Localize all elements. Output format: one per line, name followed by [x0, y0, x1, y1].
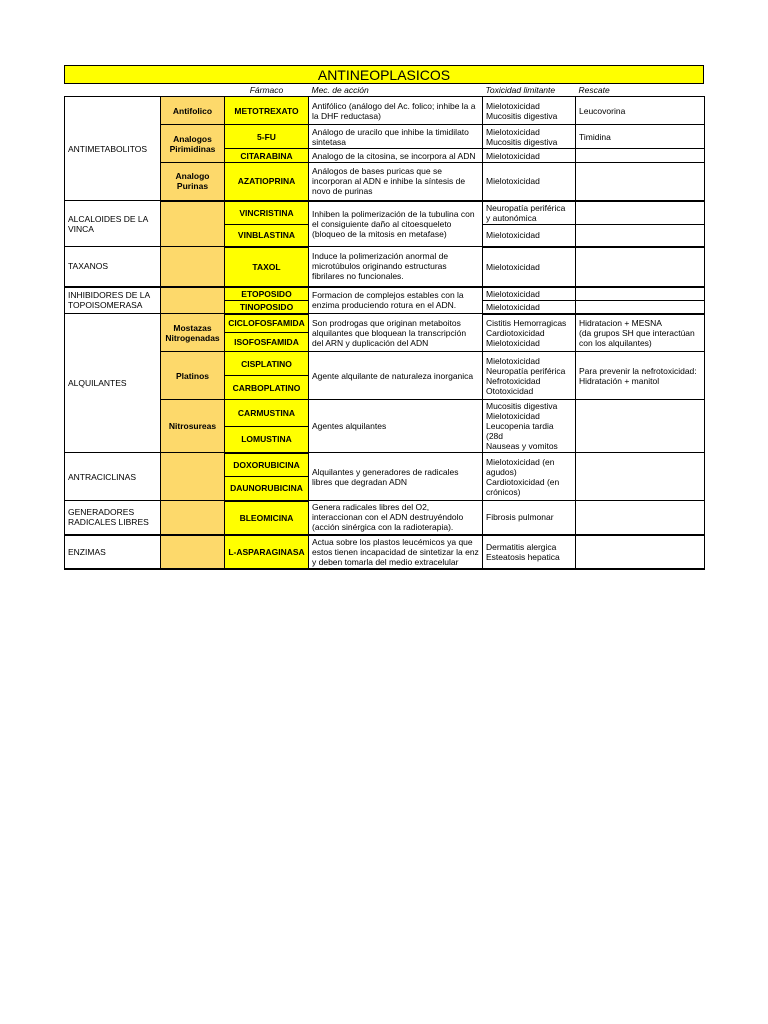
- mechanism-cell: Agentes alquilantes: [309, 400, 483, 453]
- drug-cell: TINOPOSIDO: [225, 300, 309, 314]
- mechanism-cell: Antifólico (análogo del Ac. folico; inhibe la a la DHF reductasa): [309, 97, 483, 125]
- toxicity-cell: Mielotoxicidad: [483, 149, 576, 163]
- header-mechanism: Mec. de acción: [311, 85, 369, 95]
- table-row: [65, 314, 705, 333]
- subclass-cell: Analogos Pirimidinas: [161, 125, 225, 163]
- subclass-cell: [161, 535, 225, 569]
- mechanism-cell: Análogos de bases puricas que se incorporan al ADN e inhibe la síntesis de novo de purinas: [309, 163, 483, 201]
- mechanism-cell: Genera radicales libres del O2, interaccionan con el ADN destruyéndolo (acción sinérgica con la radioterapia).: [309, 501, 483, 535]
- drug-cell: VINCRISTINA: [225, 201, 309, 225]
- rescue-cell: [576, 149, 705, 163]
- table-row: [65, 400, 705, 427]
- table-row: [65, 453, 705, 477]
- drug-cell: METOTREXATO: [225, 97, 309, 125]
- spreadsheet: [64, 65, 704, 570]
- mechanism-cell: Formacion de complejos estables con la enzima produciendo rotura en el ADN.: [309, 287, 483, 314]
- mechanism-cell: Alquilantes y generadores de radicales libres que degradan ADN: [309, 453, 483, 501]
- drug-cell: AZATIOPRINA: [225, 163, 309, 201]
- mechanism-cell: Agente alquilante de naturaleza inorganica: [309, 352, 483, 400]
- drug-cell: CARMUSTINA: [225, 400, 309, 427]
- toxicity-cell: Fibrosis pulmonar: [483, 501, 576, 535]
- drug-cell: TAXOL: [225, 247, 309, 287]
- toxicity-cell: Mielotoxicidad Mucositis digestiva: [483, 97, 576, 125]
- subclass-cell: [161, 287, 225, 314]
- category-cell: ALCALOIDES DE LA VINCA: [65, 201, 161, 247]
- toxicity-cell: Mucositis digestiva Mielotoxicidad Leucopenia tardia (28d Nauseas y vomitos: [483, 400, 576, 453]
- rescue-cell: [576, 225, 705, 247]
- drug-cell: VINBLASTINA: [225, 225, 309, 247]
- subclass-cell: [161, 201, 225, 247]
- rescue-cell: [576, 400, 705, 453]
- header-blank: [161, 84, 225, 97]
- rescue-cell: [576, 453, 705, 501]
- rescue-cell: Hidratacion + MESNA (da grupos SH que interactúan con los alquilantes): [576, 314, 705, 352]
- subclass-cell: [161, 453, 225, 501]
- table-row: [65, 201, 705, 225]
- toxicity-cell: Mielotoxicidad: [483, 247, 576, 287]
- subclass-cell: [161, 501, 225, 535]
- drug-cell: BLEOMICINA: [225, 501, 309, 535]
- drug-cell: 5-FU: [225, 125, 309, 149]
- rescue-cell: Timidina: [576, 125, 705, 149]
- drug-table: [64, 84, 705, 570]
- table-row: [65, 501, 705, 535]
- mechanism-cell: Análogo de uracilo que inhibe la timidilato sintetasa: [309, 125, 483, 149]
- table-row: [65, 97, 705, 125]
- drug-cell: DOXORUBICINA: [225, 453, 309, 477]
- toxicity-cell: Mielotoxicidad Neuropatía periférica Nefrotoxicidad Ototoxicidad: [483, 352, 576, 400]
- header-blank: [65, 84, 161, 97]
- mechanism-cell: Induce la polimerización anormal de microtúbulos originando estructuras fibrilares no funcionales.: [309, 247, 483, 287]
- drug-cell: ETOPOSIDO: [225, 287, 309, 301]
- subclass-cell: Nitrosureas: [161, 400, 225, 453]
- category-cell: ALQUILANTES: [65, 314, 161, 453]
- rescue-cell: [576, 201, 705, 225]
- mechanism-cell: Analogo de la citosina, se incorpora al ADN: [309, 149, 483, 163]
- header-row: [65, 84, 705, 97]
- toxicity-cell: Cistitis Hemorragicas Cardiotoxicidad Mielotoxicidad: [483, 314, 576, 352]
- toxicity-cell: Mielotoxicidad: [483, 225, 576, 247]
- table-row: [65, 535, 705, 569]
- header-rescue: Rescate: [578, 85, 610, 95]
- rescue-cell: [576, 247, 705, 287]
- mechanism-cell: Actua sobre los plastos leucémicos ya que estos tienen incapacidad de sintetizar la enz y deben tomarla del medio extracelular: [309, 535, 483, 569]
- table-row: [65, 287, 705, 301]
- drug-cell: ISOFOSFAMIDA: [225, 333, 309, 352]
- toxicity-cell: Neuropatía periférica y autonómica: [483, 201, 576, 225]
- mechanism-cell: Son prodrogas que originan metaboitos alquilantes que bloquean la transcripción del ARN y duplicación del ADN: [309, 314, 483, 352]
- drug-cell: DAUNORUBICINA: [225, 477, 309, 501]
- toxicity-cell: Mielotoxicidad: [483, 163, 576, 201]
- category-cell: INHIBIDORES DE LA TOPOISOMERASA: [65, 287, 161, 314]
- toxicity-cell: Mielotoxicidad (en agudos) Cardiotoxicidad (en crónicos): [483, 453, 576, 501]
- category-cell: GENERADORES RADICALES LIBRES: [65, 501, 161, 535]
- subclass-cell: [161, 247, 225, 287]
- mechanism-cell: Inhiben la polimerización de la tubulina con el consiguiente daño al citoesqueleto (bloqueo de la mitosis en metafase): [309, 201, 483, 247]
- toxicity-cell: Mielotoxicidad Mucositis digestiva: [483, 125, 576, 149]
- header-drug: Fármaco: [249, 85, 284, 95]
- drug-cell: CISPLATINO: [225, 352, 309, 376]
- toxicity-cell: Dermatitis alergica Esteatosis hepatica: [483, 535, 576, 569]
- subclass-cell: Analogo Purinas: [161, 163, 225, 201]
- table-row: [65, 125, 705, 149]
- sheet-title: ANTINEOPLASICOS: [64, 65, 704, 84]
- category-cell: TAXANOS: [65, 247, 161, 287]
- drug-cell: CITARABINA: [225, 149, 309, 163]
- toxicity-cell: Mielotoxicidad: [483, 300, 576, 314]
- subclass-cell: Platinos: [161, 352, 225, 400]
- rescue-cell: [576, 300, 705, 314]
- table-row: [65, 247, 705, 287]
- table-row: [65, 163, 705, 201]
- category-cell: ENZIMAS: [65, 535, 161, 569]
- rescue-cell: [576, 535, 705, 569]
- drug-cell: CARBOPLATINO: [225, 376, 309, 400]
- rescue-cell: Para prevenir la nefrotoxicidad: Hidratación + manitol: [576, 352, 705, 400]
- subclass-cell: Antifolico: [161, 97, 225, 125]
- category-cell: ANTRACICLINAS: [65, 453, 161, 501]
- drug-cell: CICLOFOSFAMIDA: [225, 314, 309, 333]
- rescue-cell: [576, 287, 705, 301]
- drug-cell: L-ASPARAGINASA: [225, 535, 309, 569]
- rescue-cell: [576, 501, 705, 535]
- category-cell: ANTIMETABOLITOS: [65, 97, 161, 201]
- rescue-cell: [576, 163, 705, 201]
- rescue-cell: Leucovorina: [576, 97, 705, 125]
- subclass-cell: Mostazas Nitrogenadas: [161, 314, 225, 352]
- table-row: [65, 352, 705, 376]
- drug-cell: LOMUSTINA: [225, 426, 309, 453]
- toxicity-cell: Mielotoxicidad: [483, 287, 576, 301]
- header-toxicity: Toxicidad limitante: [485, 85, 556, 95]
